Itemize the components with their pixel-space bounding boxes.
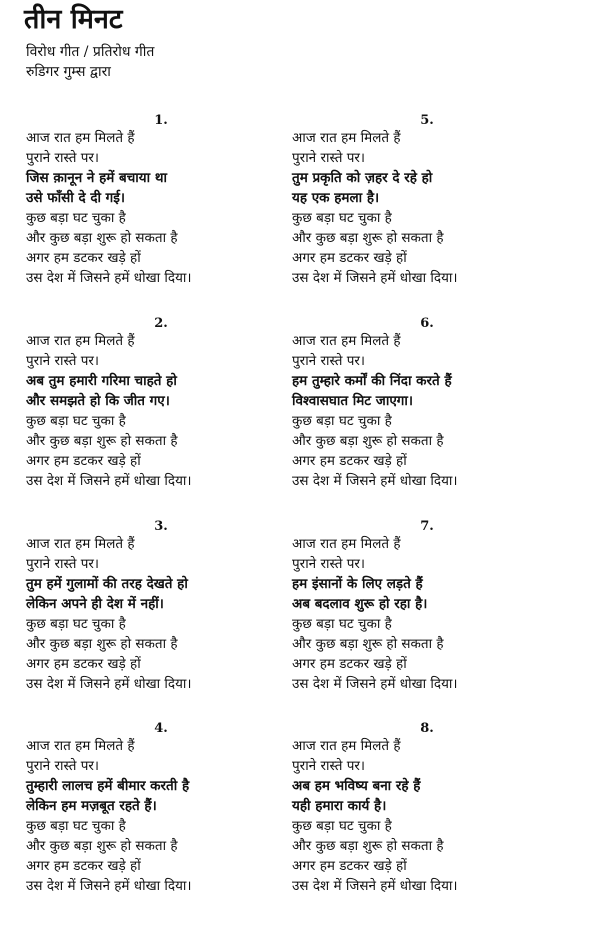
page-title: तीन मिनट <box>24 4 123 35</box>
page-subtitle: विरोध गीत / प्रतिरोध गीत <box>26 44 155 60</box>
verse-number: 8. <box>420 721 434 736</box>
verse-line: आज रात हम मिलते हैं <box>292 738 401 754</box>
verse-line: उस देश में जिसने हमें धोखा दिया। <box>26 676 192 692</box>
verse-number: 1. <box>154 113 168 128</box>
verse-line: और कुछ बड़ा शुरू हो सकता है <box>292 230 444 246</box>
verse-line: और कुछ बड़ा शुरू हो सकता है <box>26 838 178 854</box>
verse-line-emphasis: हम तुम्हारे कर्मों की निंदा करते हैं <box>292 373 452 389</box>
verse-line: और कुछ बड़ा शुरू हो सकता है <box>26 433 178 449</box>
verse-line: आज रात हम मिलते हैं <box>26 130 135 146</box>
verse-line: पुराने रास्ते पर। <box>292 758 366 774</box>
verse-line: और कुछ बड़ा शुरू हो सकता है <box>26 230 178 246</box>
verse-line-emphasis: यह एक हमला है। <box>292 190 380 206</box>
verse-line-emphasis: विश्वासघात मिट जाएगा। <box>292 393 414 409</box>
verse-line: पुराने रास्ते पर। <box>292 150 366 166</box>
verse-line: कुछ बड़ा घट चुका है <box>292 413 392 429</box>
verse-line-emphasis: जिस क़ानून ने हमें बचाया था <box>26 170 167 186</box>
verse-line: पुराने रास्ते पर। <box>26 556 100 572</box>
verse-line-emphasis: और समझते हो कि जीत गए। <box>26 393 170 409</box>
verse-line-emphasis: उसे फाँसी दे दी गई। <box>26 190 126 206</box>
verse-line: उस देश में जिसने हमें धोखा दिया। <box>292 270 458 286</box>
verse-number: 4. <box>154 721 168 736</box>
verse-line-emphasis: लेकिन अपने ही देश में नहीं। <box>26 596 164 612</box>
verse-line: अगर हम डटकर खड़े हों <box>292 858 407 874</box>
verse-line: आज रात हम मिलते हैं <box>26 738 135 754</box>
verse-line: अगर हम डटकर खड़े हों <box>292 250 407 266</box>
verse-line-emphasis: अब हम भविष्य बना रहे हैं <box>292 778 421 794</box>
verse-line: कुछ बड़ा घट चुका है <box>292 616 392 632</box>
verse-line: और कुछ बड़ा शुरू हो सकता है <box>292 838 444 854</box>
verse-8 <box>292 721 554 896</box>
verse-line-emphasis: तुम हमें गुलामों की तरह देखते हो <box>26 576 188 592</box>
verse-line: अगर हम डटकर खड़े हों <box>26 250 141 266</box>
verse-line-emphasis: यही हमारा कार्य है। <box>292 798 387 814</box>
verse-line: आज रात हम मिलते हैं <box>26 536 135 552</box>
verse-line: उस देश में जिसने हमें धोखा दिया। <box>292 878 458 894</box>
verse-number: 2. <box>154 316 168 331</box>
verse-line: पुराने रास्ते पर। <box>26 758 100 774</box>
verse-line: आज रात हम मिलते हैं <box>26 333 135 349</box>
verse-line: अगर हम डटकर खड़े हों <box>26 453 141 469</box>
verse-line: कुछ बड़ा घट चुका है <box>26 210 126 226</box>
verse-line: अगर हम डटकर खड़े हों <box>292 453 407 469</box>
verse-line: उस देश में जिसने हमें धोखा दिया। <box>26 270 192 286</box>
verse-4 <box>26 721 288 896</box>
verse-line-emphasis: लेकिन हम मज़बूत रहते हैं। <box>26 798 157 814</box>
verse-1 <box>26 113 288 288</box>
verse-line: कुछ बड़ा घट चुका है <box>292 210 392 226</box>
verse-number: 3. <box>154 519 168 534</box>
verse-line: और कुछ बड़ा शुरू हो सकता है <box>292 433 444 449</box>
verse-line: कुछ बड़ा घट चुका है <box>292 818 392 834</box>
verse-number: 5. <box>420 113 434 128</box>
verse-line: कुछ बड़ा घट चुका है <box>26 616 126 632</box>
verse-number: 7. <box>420 519 434 534</box>
verse-line-emphasis: हम इंसानों के लिए लड़ते हैं <box>292 576 423 592</box>
verse-line: और कुछ बड़ा शुरू हो सकता है <box>26 636 178 652</box>
page-author: रुडिगर गुम्स द्वारा <box>26 64 111 80</box>
verse-line-emphasis: तुम्हारी लालच हमें बीमार करती है <box>26 778 190 794</box>
verse-line: अगर हम डटकर खड़े हों <box>26 858 141 874</box>
verse-line: आज रात हम मिलते हैं <box>292 333 401 349</box>
verse-line: आज रात हम मिलते हैं <box>292 536 401 552</box>
verse-line: कुछ बड़ा घट चुका है <box>26 818 126 834</box>
verse-line-emphasis: अब बदलाव शुरू हो रहा है। <box>292 596 428 612</box>
verse-line: अगर हम डटकर खड़े हों <box>292 656 407 672</box>
verse-line: कुछ बड़ा घट चुका है <box>26 413 126 429</box>
verse-line: उस देश में जिसने हमें धोखा दिया। <box>292 676 458 692</box>
verse-line-emphasis: तुम प्रकृति को ज़हर दे रहे हो <box>292 170 433 186</box>
verse-line: अगर हम डटकर खड़े हों <box>26 656 141 672</box>
verse-line: उस देश में जिसने हमें धोखा दिया। <box>292 473 458 489</box>
verse-line: पुराने रास्ते पर। <box>292 556 366 572</box>
verse-number: 6. <box>420 316 434 331</box>
verse-3 <box>26 519 288 694</box>
verse-5 <box>292 113 554 288</box>
verse-line: उस देश में जिसने हमें धोखा दिया। <box>26 878 192 894</box>
verse-7 <box>292 519 554 694</box>
verse-line: पुराने रास्ते पर। <box>26 353 100 369</box>
verse-line: आज रात हम मिलते हैं <box>292 130 401 146</box>
verse-line: और कुछ बड़ा शुरू हो सकता है <box>292 636 444 652</box>
verse-line: पुराने रास्ते पर। <box>26 150 100 166</box>
verse-line-emphasis: अब तुम हमारी गरिमा चाहते हो <box>26 373 177 389</box>
verse-line: उस देश में जिसने हमें धोखा दिया। <box>26 473 192 489</box>
verse-2 <box>26 316 288 491</box>
verse-6 <box>292 316 554 491</box>
verse-line: पुराने रास्ते पर। <box>292 353 366 369</box>
